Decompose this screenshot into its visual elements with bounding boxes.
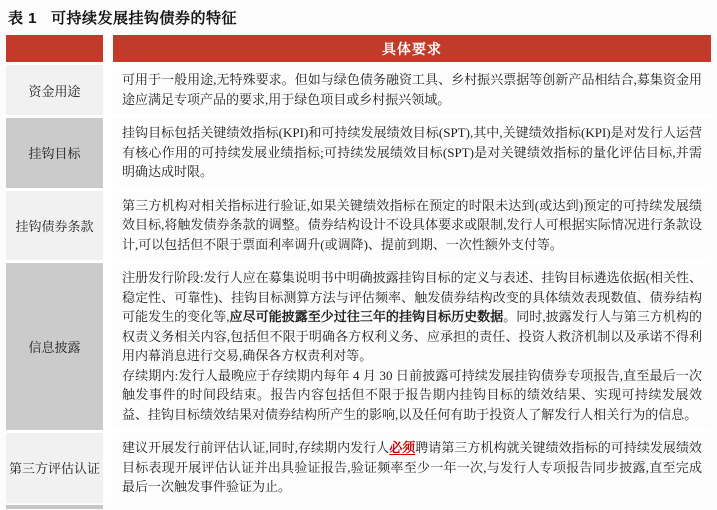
row-content-funds-use xyxy=(113,65,711,115)
paragraph-registration-stage xyxy=(122,268,702,366)
text-run: 存续期内:发行人最晚应于存续期内每年 4 月 30 日前披露可持续发展挂钩债券专项报告,直至最后一次触发事件的时间段结束。报告内容包括但不限于报告期内挂钩目标的绩效结果、实现可持续发展效益、挂钩目标绩效结果对债券结构所产生的影响,以及任何有助于投资人了解发行人相关行为的信息。 xyxy=(122,367,702,422)
header-cell-requirements xyxy=(113,35,711,62)
row-content-bond-terms xyxy=(113,191,711,261)
text-run: 建议开展发行前评估认证,同时,存续期内发行人 xyxy=(122,440,390,455)
text-run: 注册发行阶段:发行人应在募集说明书中明确披露挂钩目标的定义与表述、挂钩目标遴选依据(相关性、稳定性、可靠性)、挂钩目标测算方法与评估频率、触发债券结构改变的具体绩效表现数值、债券结构可能发生的变化等, xyxy=(122,270,702,324)
header-label: 具体要求 xyxy=(382,40,442,57)
row-content-info-disclosure xyxy=(113,263,711,430)
text-run: 挂钩目标包括关键绩效指标(KPI)和可持续发展绩效目标(SPT),其中,关键绩效指标(KPI)是对发行人运营有核心作用的可持续发展业绩指标;可持续发展绩效目标(SPT)是对关键绩效指标的量化评估目标,并需明确达成时限。 xyxy=(122,125,702,179)
table-title xyxy=(0,0,717,34)
paragraph xyxy=(122,123,702,182)
paragraph-duration-period xyxy=(122,366,702,425)
text-run: 聘请第三方机构就关键绩效指标的可持续发展绩效目标表现开展评估认证并出具验证报告,验证频率至少一年一次,与发行人专项报告同步披露,直至完成最后一次触发事件验证为止。 xyxy=(122,440,702,494)
paragraph xyxy=(122,438,702,497)
row-label-bond-terms: 挂钩债券条款 xyxy=(6,191,103,261)
row-label-info-disclosure: 信息披露 xyxy=(6,263,103,430)
text-run: 第三方机构对相关指标进行验证,如果关键绩效指标在预定的时限未达到(或达到)预定的可持续发展绩效目标,将触发债券条款的调整。债券结构设计不设具体要求或限制,发行人可根据实际情况进行条款设计,可以包括但不限于票面利率调升(或调降)、提前到期、一次性额外支付等。 xyxy=(122,197,702,252)
table-bottom-edge xyxy=(6,505,103,509)
row-label-funds-use: 资金用途 xyxy=(6,65,103,115)
text-run-red-must: 必须 xyxy=(389,440,416,455)
row-content-linked-targets xyxy=(113,118,711,188)
text-run: 。同时,披露发行人与第三方机构的权责义务相关内容,包括但不限于明确各方权利义务、应承担的责任、投资人救济机制以及承诺不得利用内幕消息进行交易,确保各方权责利对等。 xyxy=(122,309,702,363)
row-label-linked-targets: 挂钩目标 xyxy=(6,118,103,188)
slb-characteristics-table xyxy=(6,35,711,503)
paragraph xyxy=(122,70,702,109)
row-content-third-party-assessment xyxy=(113,433,711,503)
table-number: 表 1 xyxy=(8,10,38,27)
row-label-third-party-assessment: 第三方评估认证 xyxy=(6,433,103,503)
header-empty-cell xyxy=(6,35,103,62)
text-run: 可用于一般用途,无特殊要求。但如与绿色债务融资工具、乡村振兴票据等创新产品相结合,募集资金用途应满足专项产品的要求,用于绿色项目或乡村振兴领域。 xyxy=(122,72,702,107)
text-run-bold-historic-data: 应尽可能披露至少过往三年的挂钩目标历史数据 xyxy=(229,309,504,324)
paragraph xyxy=(122,196,702,255)
table-title-text: 可持续发展挂钩债券的特征 xyxy=(51,10,238,27)
